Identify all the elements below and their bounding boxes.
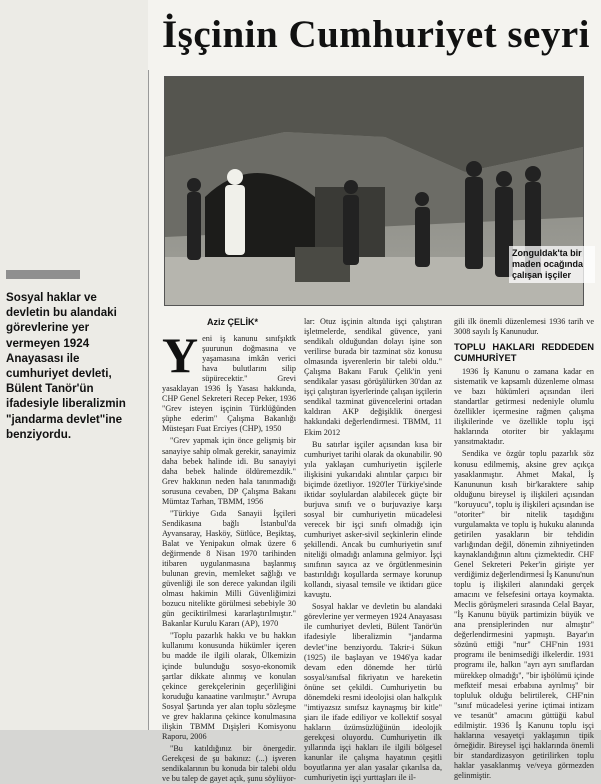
pull-quote-bar [6, 270, 80, 279]
paragraph: lar: Otuz işçinin altında işçi çalıştıran işletmelerde, sendikal güvence, yani sendikalı olduğundan dolayı işine son verilirse burada bir tazminat söz konusu olmasında işverenlerin bir talebi oldu." Çalışma Bakanı Faruk Çelik'in yeni sendikalar yasası görüşülürken 30'dan az işçi çalıştıran işyerlerinde çalışan işçilerin sendikal tazminat güvencelerini ortadan kaldıran AKP değişiklik önergesi hakkındaki değerlendirmesi. TBMM, 11 Ekim 2012 [304, 317, 442, 437]
paragraph: "Türkiye Gıda Sanayii İşçileri Sendikasına bağlı İstanbul'da Ayvansaray, Hasköy, Sütlüce, Beşiktaş, Balat ve Yenipakun olmak üzere 6 değirmende 8 Nisan 1970 tarihinden itibaren uygulanmasına başlanmış bulunan grevin, memleket sağlığı ve güvenliği ile son derece yakından ilgili olması hakimin Milli Güvenliğimizi bozucu nitelikte görülmesi sebebiyle 30 gün geciktirilmesi kararlaştırılmıştır." Bakanlar Kurulu Kararı (AP), 1970 [162, 508, 296, 629]
paragraph: "Grev yapmak için önce gelişmiş bir sanayiye sahip olmak gerekir, sanayimiz daha bebek halinde idi. Bu sanayiyi daha bebek halinde öldüremezdik." Grev hakkının neden hala tanınmadığı sorusuna cevaben, DP Çalışma Bakanı Mümtaz Tarhan, TBMM, 1956 [162, 436, 296, 506]
paragraph: "Toplu pazarlık hakkı ve bu hakkın kullanımı konusunda hükümler içeren bu madde ile ilgili olarak, Ülkemizin içinde bulunduğu sosyo-ekonomik şartlar dikkate alınmış ve konulan çekince gerekçelerinin geçerliliğini koruduğu kanaatine varılmıştır." Avrupa Sosyal Şartında yer alan toplu sözleşme ve grev haklarına çekince konulmasına ilişkin TBMM Dışişleri Komisyonu Raporu, 2006 [162, 631, 296, 741]
photo-caption: Zonguldak'ta bir maden ocağında çalışan işçiler [509, 246, 595, 283]
column-divider [148, 70, 149, 730]
subheading: TOPLU HAKLARI REDDEDEN CUMHURİYET [454, 341, 594, 364]
paragraph: "Bu katıldığınız bir önergedir. Gerekçesi de şu bakınız: (...) işveren sendikalarının bu konuda bir talebi oldu ve bu talep de gayet açık, şunu söylüyor- [162, 743, 296, 784]
headline: İşçinin Cumhuriyet seyri [161, 13, 590, 56]
article-column-2 [304, 317, 442, 783]
article-column-3 [454, 317, 594, 780]
pull-quote: Sosyal haklar ve devletin bu alandaki görevlerine yer vermeyen 1924 Anayasası ile cumhuriyet devleti, Bülent Tanör'ün ifadesiyle liberalizmin "jandarma devlet"ine benziyordu. [6, 291, 126, 441]
paragraph: 1936 İş Kanunu o zamana kadar en sistematik ve kapsamlı düzenleme olması ve bazı hükümleri açısından ileri standartlar getirmesi nedeniyle olumlu özellikler içermesine rağmen çalışma ilişkilerinde ve özellikle toplu işçi haklarında otoriter bir yaklaşımı yansıtmaktadır. [454, 367, 594, 447]
paragraph: Sosyal haklar ve devletin bu alandaki görevlerine yer vermeyen 1924 Anayasası ile cumhuriyet devleti, Bülent Tanör'ün ifadesiyle liberalizmin "jandarma devlet"ine benziyordu. Takrir-i Sükun (1925) ile başlayan ve 1946'ya kadar devam eden dönemde her türlü sosyal/sınıfsal fikriyatın ve hareketin önüne set çekildi. Cumhuriyetin bu dönemdeki resmi ideolojisi olan halkçılık "imtiyazsız sınıfsız kaynaşmış bir kitle" şiarı ile ifade ediliyor ve kollektif sosyal hakların üzümsüzlüğünün ideolojik gerekçesi oluyordu. Cumhuriyetin ilk yıllarında işçi hakları ile ilgili bölgesel kanunlar ile çalışma hayatının çeşitli boyutlarına yer alan yasalar çıkarılsa da, cumhuriyetin işçi yurttaşları ile il- [304, 602, 442, 783]
article-column-1 [162, 327, 296, 784]
paragraph: Sendika ve özgür toplu pazarlık söz konusu edilmemiş, aksine grev açıkça yasaklanmıştır. Ahmet Makal, İş Kanununun kısıh bir'karaktere sahip olduğunu bireysel iş ilişkileri açısından "koruyucu", toplu iş ilişkileri açısından ise "otoriter" bir nitelik taşıdığını vurgulamakta ve toplu iş hukuku alanında getirilen yasakların bir tehdidin varlığından değil, dönemin zihniyetinden kaynaklandığının altını çizmektedir. CHF Genel Sekreteri Peker'in girişte yer verdiğimiz değerlendirmesi İş Kanunu'nun toplu iş ilişkileri alanındaki gerçek amacını ve felsefesini ortaya koymakta. Meclis görüşmeleri sırasında Celal Bayar, "İş Kanunu büyük partimizin büyük ve ana prensiplerinden nur almıştır" değerlendirmesini yapmıştı. Bayar'ın sözünü ettiği "nur" CHF'nin 1931 programı ile benimsediği ilkelerdir. 1931 programı ile, halkın "ayrı ayrı sınıflardan mürekkep olmadığı", "bir işbölümü içinde mefkteif mesai erbabına ayrılmış" bir topluluk olduğu belirtilerek, CHF'nin "sınıf mücadelesi yerine içtimai intizam ve tesanüt" amacını güttüğü kabul edilmiştir. 1936 İş Kanunu toplu işçi haklarına vesayetçi yaklaşımın tipik örneğidir. Bireysel işçi haklarında önemli bir standardizasyon getirilirken toplu haklar yasaklanmış ve/veya görmezden gelinmiştir. [454, 449, 594, 780]
paragraph: gili ilk önemli düzenlemesi 1936 tarih ve 3008 sayılı İş Kanunudur. [454, 317, 594, 337]
byline: Aziz ÇELİK* [207, 317, 259, 327]
drop-cap: Y [162, 327, 199, 383]
paragraph: Bu satırlar işçiler açısından kısa bir cumhuriyet tarihi olarak da okunabilir. 90 yıla yaklaşan cumhuriyetin işçilerle ilişkisini yukarıdaki alıntılar çarpıcı bir biçimde özetliyor. 1920'ler Türkiye'sinde iktidar soylulardan alabilecek güçte bir burjuva sınıfı ve o burjuvaziye karşı sosyal bir cumhuriyetin mücadelesi verecek bir işçi sınıfı olmadığı için cumhuriyet asker-sivil seçkinlerin elinde şekillendi. Ancak bu cumhuriyetin sınıf niteliği olmadığı anlamına gelmiyor. İşçi sınıfının sayıca az ve örgütlenmesinin bastırıldığı koşullarda sermaye korunup kollandı, siyasal temsile ve iktidarı güce kavuştu. [304, 439, 442, 600]
paragraph: eni iş kanunu sınıfşıktk şuurunun doğmasına ve yaşamasına imkân verici hava bulutlarını silip süpürecektir." Grevi yasaklayan 1936 İş Yasası hakkında, CHP Genel Sekreteri Recep Peker, 1936 "Grev isteyen işçinin Türklüğünden şüphe ederim" Çalışma Bakanlığı Müsteşarı Fuat Erciyes (CHP), 1950 [162, 334, 296, 434]
